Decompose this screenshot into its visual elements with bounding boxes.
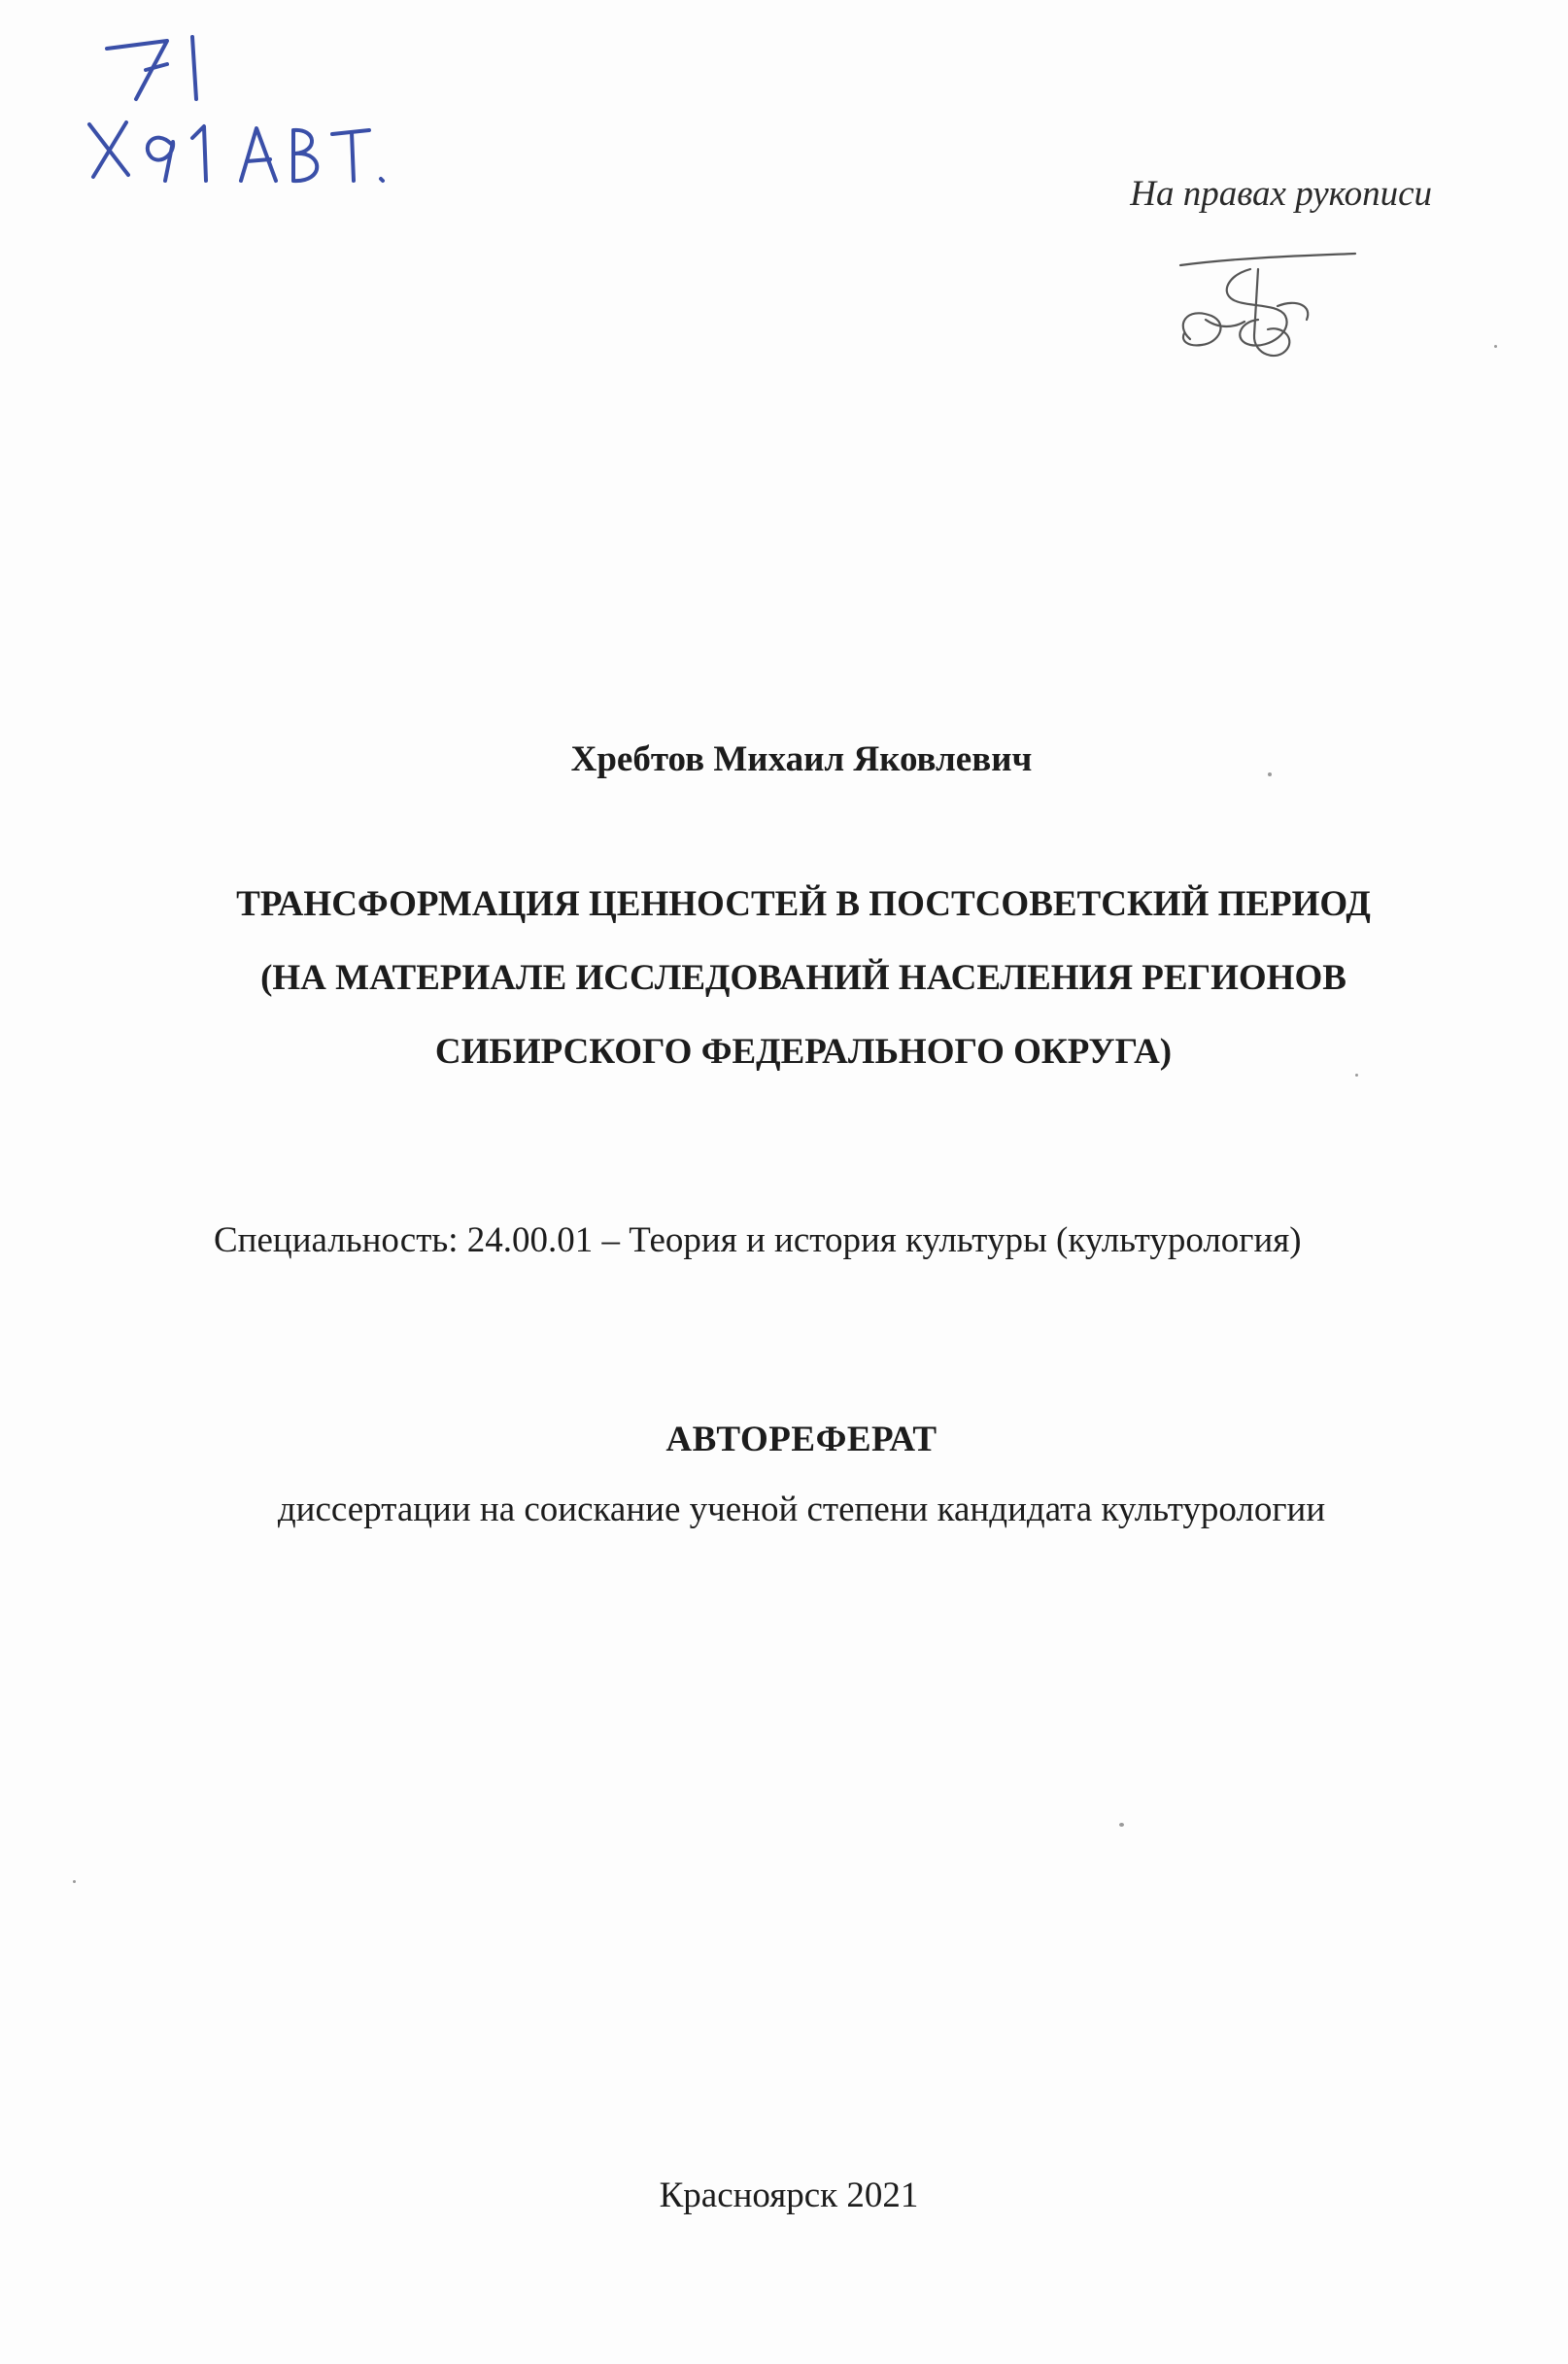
author-signature — [1161, 248, 1365, 379]
city-year: Красноярск 2021 — [659, 2176, 919, 2215]
title-line: ТРАНСФОРМАЦИЯ ЦЕННОСТЕЙ В ПОСТСОВЕТСКИЙ ПЕРИОД — [236, 884, 1371, 924]
specialty-line: Специальность: 24.00.01 – Теория и история культуры (культурология) — [214, 1220, 1302, 1260]
dissertation-title — [97, 868, 1471, 1089]
scan-speck — [1494, 345, 1497, 348]
handwritten-note — [78, 10, 466, 204]
scan-speck — [1268, 772, 1272, 776]
handwritten-note-drawing — [78, 10, 466, 204]
rights-notice: На правах рукописи — [1130, 174, 1432, 214]
abstract-heading: АВТОРЕФЕРАТ — [665, 1420, 937, 1459]
author-name: Хребтов Михаил Яковлевич — [570, 739, 1033, 779]
signature-drawing — [1161, 248, 1365, 379]
scan-speck — [1355, 1074, 1358, 1077]
abstract-subtitle: диссертации на соискание ученой степени кандидата культурологии — [277, 1490, 1326, 1529]
scan-speck — [1119, 1823, 1124, 1827]
scan-speck — [73, 1880, 76, 1883]
title-line: СИБИРСКОГО ФЕДЕРАЛЬНОГО ОКРУГА) — [434, 1032, 1173, 1072]
title-line: (НА МАТЕРИАЛЕ ИССЛЕДОВАНИЙ НАСЕЛЕНИЯ РЕГИОНОВ — [260, 958, 1346, 998]
